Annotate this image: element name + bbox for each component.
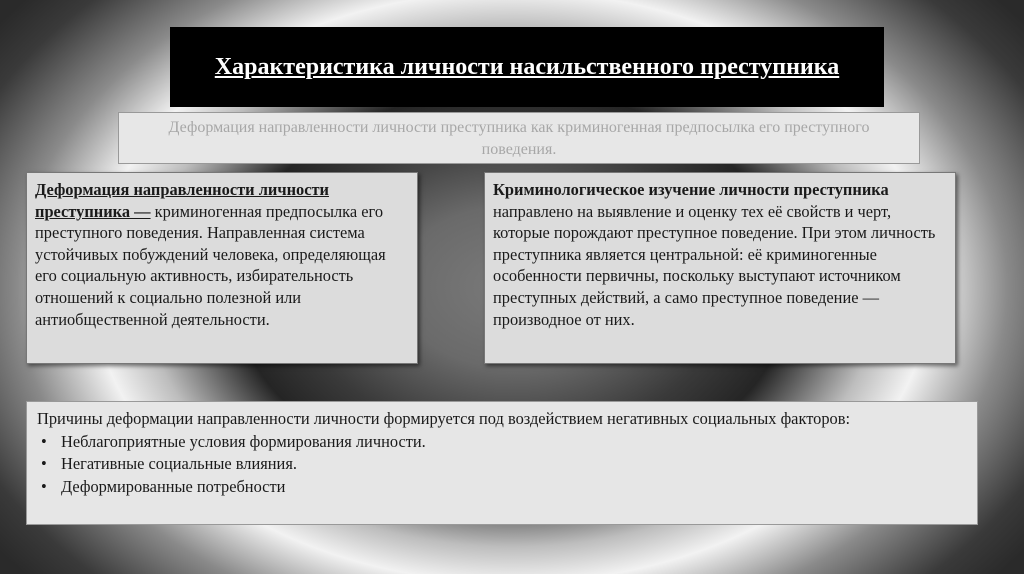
slide-title (170, 27, 884, 107)
bottom-text-block (26, 401, 978, 525)
left-block-text: криминогенная предпосылка его преступного поведения. Направленная система устойчивых побуждений человека, определяющая его социальную активность, избирательность отношений к социально полезной или антиобщественной деятельности. (35, 201, 386, 329)
left-text-block (26, 172, 418, 364)
list-item: • Негативные социальные влияния. (61, 453, 967, 476)
slide-subtitle-text: Деформация направленности личности преступника как криминогенная предпосылка его преступного поведения. (168, 119, 870, 158)
right-block-term: Криминологическое изучение личности преступника (493, 180, 889, 199)
list-item: • Деформированные потребности (61, 476, 967, 499)
list-item: • Неблагоприятные условия формирования личности. (61, 431, 967, 454)
slide-subtitle (118, 112, 920, 164)
right-block-text: направлено на выявление и оценку тех её свойств и черт, которые порождают преступное поведение. При этом личность преступника является центральной: её криминогенные особенности первичны, поскольку выступают источником преступных действий, а само преступное поведение — производное от них. (493, 201, 936, 329)
left-block-term: Деформация направленности личности преступника — (35, 180, 329, 221)
bottom-block-intro: Причины деформации направленности личности формируется под воздействием негативных социальных факторов: (37, 409, 851, 428)
slide-title-text: Характеристика личности насильственного преступника (214, 53, 840, 80)
bottom-block-list (37, 431, 967, 499)
right-text-block (484, 172, 956, 364)
